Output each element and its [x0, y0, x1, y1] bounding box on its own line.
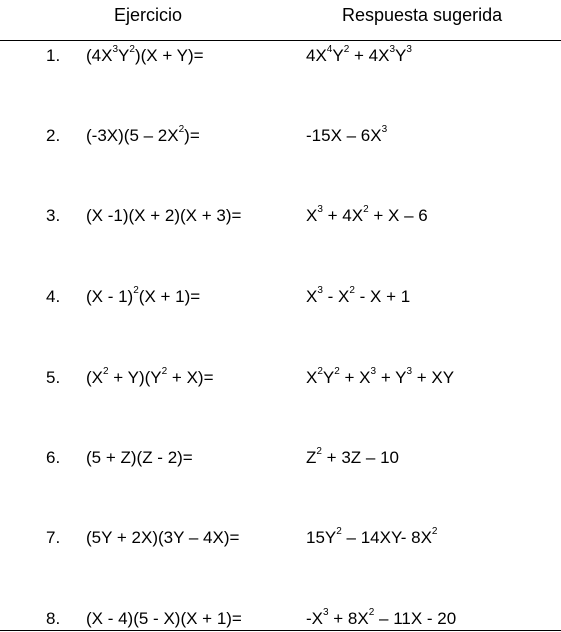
- exponent: 3: [381, 124, 388, 136]
- suggested-answer: [306, 124, 387, 148]
- term-text: + Y)(Y: [108, 368, 162, 387]
- term-text: -X: [306, 609, 323, 628]
- term-text: )(X + Y)=: [134, 46, 204, 65]
- exercise-expression: [86, 526, 239, 550]
- term-text: (-3X)(5 – 2X: [86, 126, 179, 145]
- header-exercise: Ejercicio: [114, 5, 183, 25]
- term-text: – 14XY- 8X: [341, 528, 432, 547]
- term-text: Y: [332, 46, 344, 65]
- exponent: 3: [112, 44, 119, 56]
- exponent: 3: [317, 285, 323, 297]
- suggested-answer: [306, 526, 437, 550]
- term-text: + X: [339, 368, 371, 387]
- exponent: 4: [326, 44, 333, 56]
- exponent: 3: [317, 204, 323, 216]
- exercise-expression: [86, 44, 204, 68]
- exponent: 3: [370, 366, 377, 378]
- term-text: (X -1)(X + 2)(X + 3)=: [86, 206, 242, 225]
- exponent: 2: [336, 526, 342, 538]
- term-text: - X + 1: [354, 287, 411, 306]
- table-row: [0, 204, 561, 228]
- suggested-answer: [306, 366, 454, 390]
- term-text: (5Y + 2X)(3Y – 4X)=: [86, 528, 240, 547]
- exponent: 3: [389, 44, 395, 56]
- bottom-rule: [0, 630, 561, 631]
- exponent: 2: [133, 285, 139, 297]
- suggested-answer: [306, 44, 412, 68]
- row-number: 8.: [46, 609, 61, 628]
- exercise-expression: [86, 607, 242, 631]
- term-text: Y: [322, 368, 335, 387]
- term-text: X: [306, 368, 318, 387]
- term-text: (4X: [86, 46, 113, 65]
- exponent: 2: [161, 366, 168, 378]
- term-text: X: [306, 206, 318, 225]
- exercise-expression: [86, 204, 241, 228]
- suggested-answer: [306, 285, 410, 309]
- exponent: 2: [363, 204, 369, 216]
- row-number: 1.: [46, 46, 61, 65]
- term-text: + X – 6: [368, 206, 428, 225]
- exponent: 3: [323, 607, 329, 619]
- term-text: (X: [86, 368, 103, 387]
- exponent: 3: [406, 44, 412, 56]
- row-number: 6.: [46, 448, 61, 467]
- row-number: 3.: [46, 206, 61, 225]
- table-row: [0, 44, 561, 68]
- exponent: 2: [334, 366, 340, 378]
- term-text: Z: [306, 448, 317, 467]
- term-text: + 4X: [322, 206, 364, 225]
- term-text: + Y: [376, 368, 407, 387]
- row-number: 4.: [46, 287, 61, 306]
- exponent: 2: [129, 44, 135, 56]
- table-row: [0, 285, 561, 309]
- term-text: -15X – 6X: [306, 126, 382, 145]
- exponent: 2: [343, 44, 350, 56]
- term-text: 4X: [306, 46, 327, 65]
- exercise-expression: [86, 366, 214, 390]
- term-text: – 11X - 20: [374, 609, 457, 628]
- term-text: + X)=: [167, 368, 214, 387]
- suggested-answer: [306, 607, 456, 631]
- exponent: 2: [103, 366, 109, 378]
- term-text: )=: [184, 126, 200, 145]
- table-row: [0, 607, 561, 631]
- suggested-answer: [306, 204, 428, 228]
- term-text: (5 + Z)(Z - 2)=: [86, 448, 193, 467]
- term-text: (X - 4)(5 - X)(X + 1)=: [86, 609, 242, 628]
- suggested-answer: [306, 446, 399, 470]
- header-answer: Respuesta sugerida: [342, 5, 503, 25]
- term-text: + 4X: [349, 46, 390, 65]
- exercise-expression: [86, 285, 200, 309]
- term-text: X: [306, 287, 318, 306]
- top-rule: [0, 40, 561, 41]
- term-text: + XY: [412, 368, 455, 387]
- exponent: 2: [431, 526, 438, 538]
- exponent: 2: [368, 607, 375, 619]
- table-row: [0, 366, 561, 390]
- exponent: 3: [406, 366, 413, 378]
- exercise-expression: [86, 446, 193, 470]
- row-number: 2.: [46, 126, 61, 145]
- row-number: 7.: [46, 528, 61, 547]
- table-row: [0, 124, 561, 148]
- term-text: - X: [322, 287, 350, 306]
- term-text: 15Y: [306, 528, 337, 547]
- row-number: 5.: [46, 368, 61, 387]
- exponent: 2: [349, 285, 355, 297]
- term-text: (X - 1): [86, 287, 134, 306]
- term-text: + 3Z – 10: [321, 448, 399, 467]
- exponent: 2: [316, 446, 322, 458]
- term-text: Y: [118, 46, 130, 65]
- table-row: [0, 526, 561, 550]
- term-text: (X + 1)=: [138, 287, 201, 306]
- exponent: 2: [178, 124, 185, 136]
- exponent: 2: [317, 366, 323, 378]
- table-row: [0, 446, 561, 470]
- exercise-expression: [86, 124, 200, 148]
- term-text: + 8X: [328, 609, 369, 628]
- term-text: Y: [395, 46, 407, 65]
